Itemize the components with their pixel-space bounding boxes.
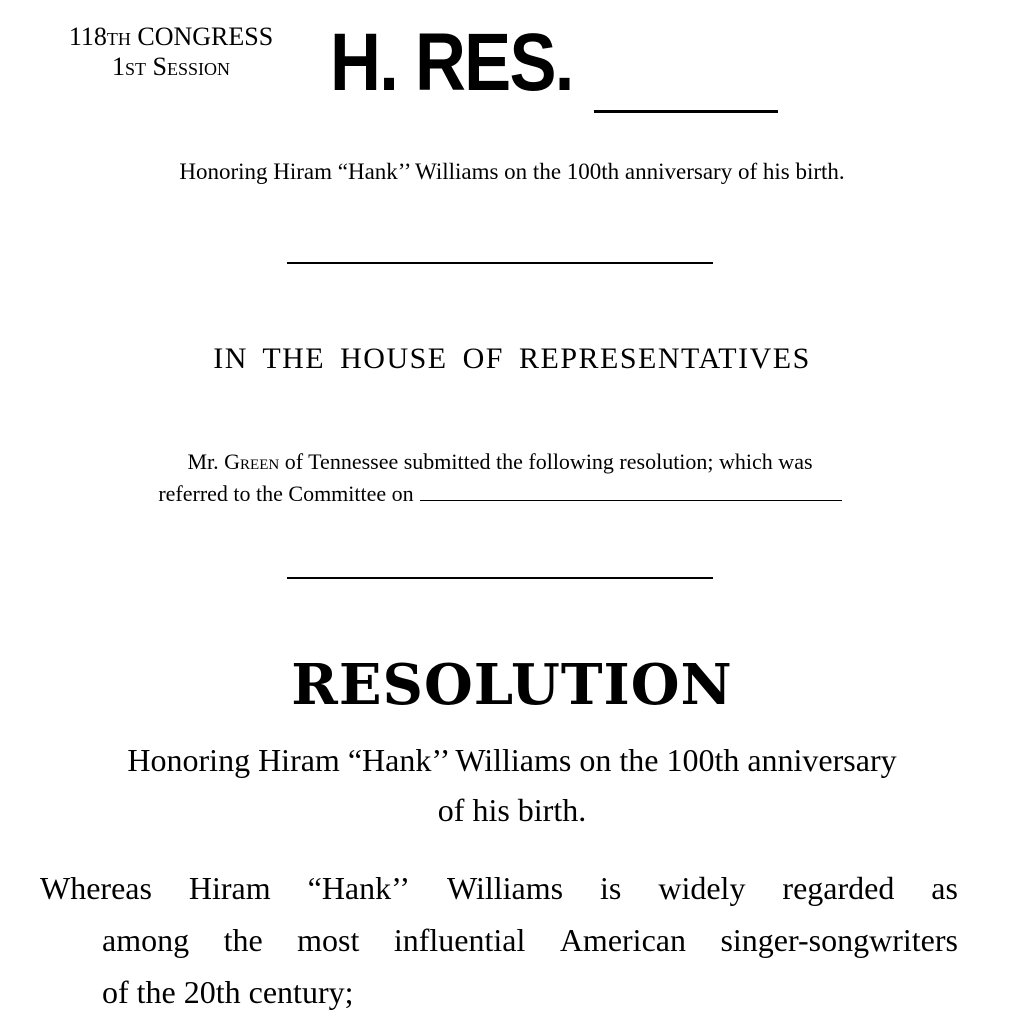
whereas-word: widely: [658, 870, 746, 906]
long-title: [40, 735, 984, 835]
congress-ordinal: th: [106, 22, 131, 51]
congress-session-label: [40, 22, 302, 82]
whereas-line-2: [40, 914, 958, 966]
congress-line: [40, 22, 302, 52]
measure-number-blank: [594, 110, 778, 113]
measure-type: H. RES.: [330, 17, 573, 108]
sponsor-prefix: Mr.: [187, 449, 219, 474]
whereas-line-1: [40, 862, 958, 914]
whereas-line-3: of the 20th century;: [102, 974, 354, 1010]
whereas-word: “Hank’’: [307, 870, 411, 906]
whereas-word: American: [559, 922, 686, 958]
sponsor-line-2: [60, 478, 940, 510]
whereas-word: Williams: [447, 870, 564, 906]
divider-rule: [287, 577, 713, 579]
divider-rule: [287, 262, 713, 264]
resolution-heading: RESOLUTION: [291, 652, 733, 718]
whereas-word: regarded: [782, 870, 895, 906]
session-number: 1: [112, 52, 125, 81]
session-ordinal: st: [125, 52, 147, 81]
whereas-word: Hiram: [188, 870, 271, 906]
congress-number: 118: [68, 22, 107, 51]
sponsor-name: Green: [224, 449, 280, 474]
whereas-word: the: [223, 922, 263, 958]
whereas-clause: [40, 862, 958, 1018]
sponsor-text-1: of Tennessee submitted the following resolution; which was: [284, 449, 813, 474]
chamber-heading: IN THE HOUSE OF REPRESENTATIVES: [213, 342, 811, 375]
whereas-word: Whereas: [40, 870, 152, 906]
sponsor-line-1: [60, 446, 940, 478]
long-title-line-2: of his birth.: [437, 792, 587, 828]
session-word: Session: [152, 52, 230, 81]
whereas-word: is: [600, 870, 622, 906]
committee-blank: [420, 480, 842, 501]
congress-word: CONGRESS: [137, 22, 274, 51]
sponsor-text-2: referred to the Committee on: [158, 481, 414, 506]
whereas-word: as: [931, 870, 958, 906]
whereas-word: singer-songwriters: [720, 922, 958, 958]
long-title-line-1: Honoring Hiram “Hank’’ Williams on the 100th anniversary: [127, 742, 897, 778]
session-line: [40, 52, 302, 82]
whereas-word: among: [102, 922, 190, 958]
whereas-word: most: [297, 922, 360, 958]
short-title: Honoring Hiram “Hank’’ Williams on the 100th anniversary of his birth.: [179, 159, 845, 184]
whereas-word: influential: [393, 922, 526, 958]
sponsor-statement: [60, 446, 940, 510]
